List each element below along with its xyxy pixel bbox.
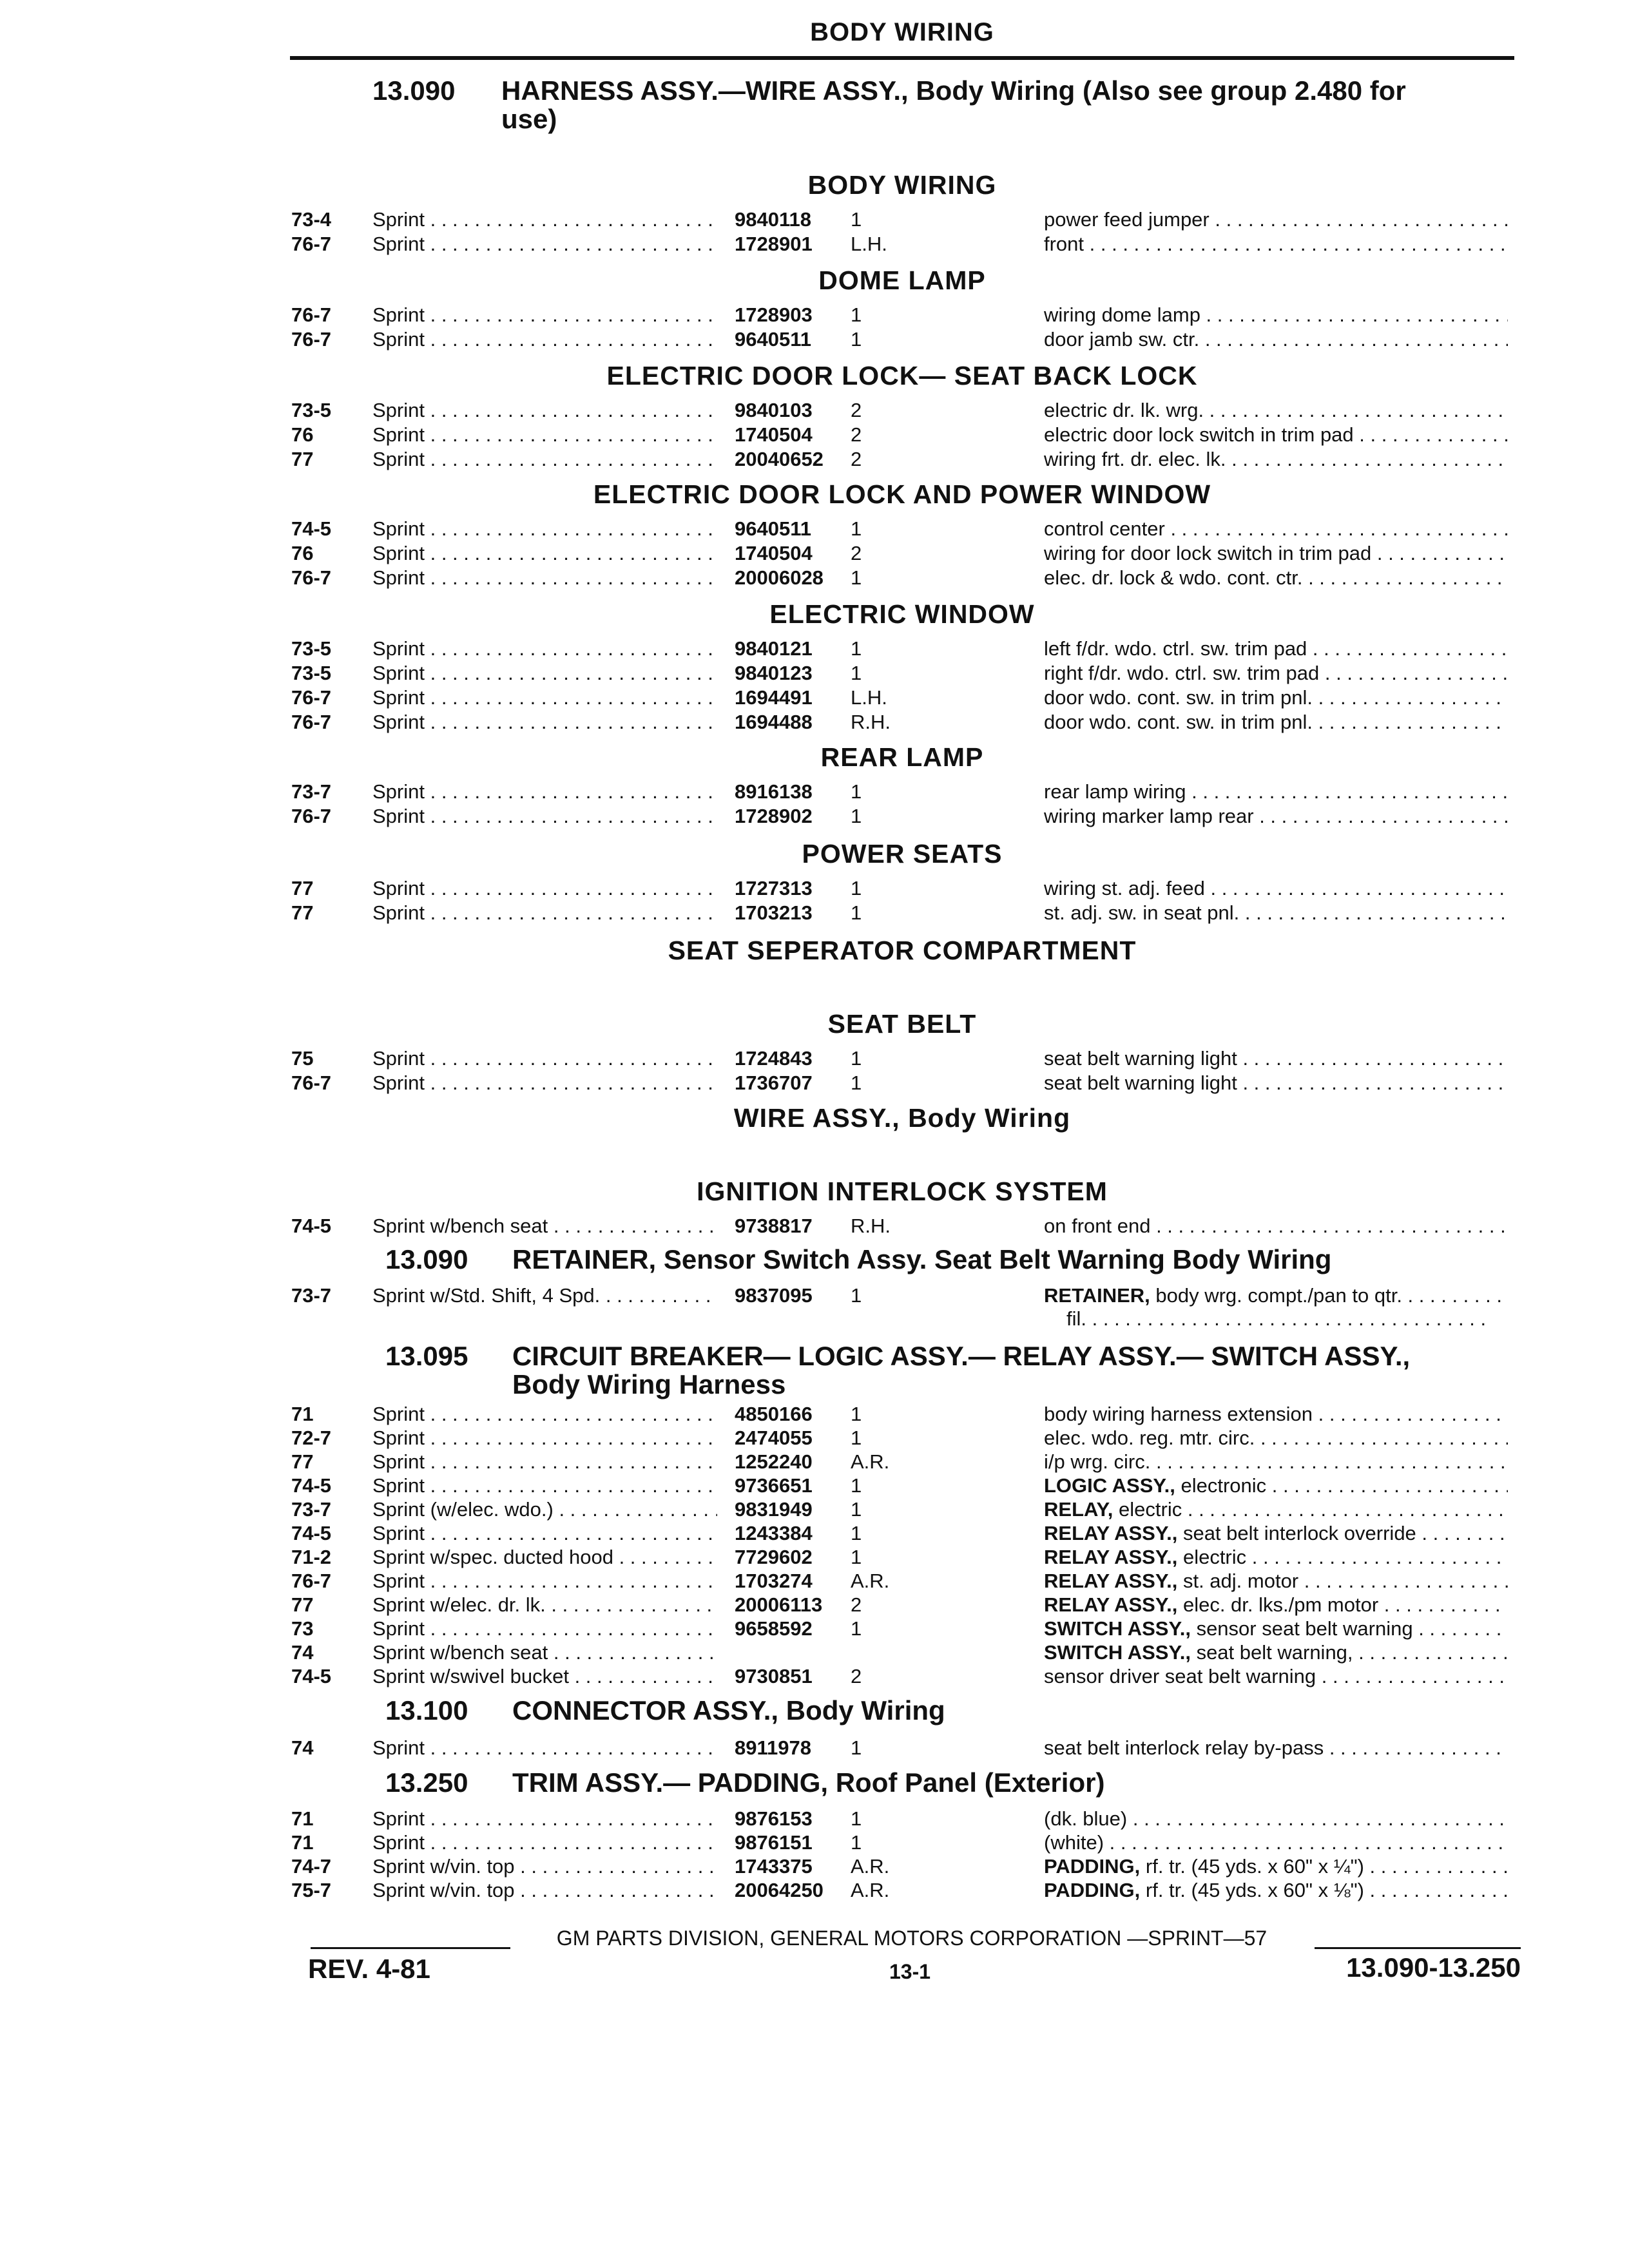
quantity: 1 (851, 1736, 862, 1759)
quantity: 1 (851, 637, 862, 660)
page-title: BODY WIRING (810, 18, 994, 46)
fig-ref: 74-5 (291, 1665, 332, 1687)
quantity: 1 (851, 780, 862, 803)
description: PADDING, rf. tr. (45 yds. x 60" x ¼") . . . (1044, 1854, 1508, 1879)
part-number: 1728901 (735, 233, 813, 255)
quantity: 1 (851, 208, 862, 231)
quantity: 2 (851, 399, 862, 421)
model: Sprint . . . (372, 1807, 717, 1831)
part-row (0, 780, 1629, 804)
part-number: 1727313 (735, 877, 813, 899)
part-number: 9730851 (735, 1665, 813, 1687)
model: Sprint . . . (372, 1736, 717, 1760)
section-title: ELECTRIC DOOR LOCK— SEAT BACK LOCK (606, 361, 1198, 390)
description: (white) . . . (1044, 1831, 1508, 1855)
description: RELAY ASSY., elec. dr. lks./pm motor . . . (1044, 1593, 1508, 1617)
quantity: L.H. (851, 686, 887, 709)
fig-ref: 73-5 (291, 399, 332, 421)
model: Sprint . . . (372, 566, 717, 590)
part-number: 9840118 (735, 208, 811, 231)
model: Sprint . . . (372, 637, 717, 661)
model: Sprint . . . (372, 1474, 717, 1498)
part-number: 9876151 (735, 1831, 813, 1854)
page-header (290, 18, 1514, 60)
group-title: TRIM ASSY.— PADDING, Roof Panel (Exterior) (512, 1767, 1105, 1798)
fig-ref: 75 (291, 1047, 314, 1070)
part-row (0, 1736, 1629, 1760)
fig-ref: 76-7 (291, 805, 332, 827)
part-row (0, 901, 1629, 925)
fig-ref: 77 (291, 877, 314, 899)
description: body wiring harness extension . . . (1044, 1402, 1508, 1427)
fig-ref: 73-5 (291, 662, 332, 684)
quantity: 1 (851, 1403, 862, 1425)
part-row (0, 1831, 1629, 1855)
part-number: 9840123 (735, 662, 813, 684)
part-number: 1703213 (735, 901, 813, 924)
part-row (0, 876, 1629, 901)
fig-ref: 76-7 (291, 1072, 332, 1094)
quantity: 1 (851, 1807, 862, 1830)
quantity: 1 (851, 1617, 862, 1640)
part-number: 1252240 (735, 1450, 813, 1473)
fig-ref: 76 (291, 423, 314, 446)
quantity: 1 (851, 805, 862, 827)
group-title: CIRCUIT BREAKER— LOGIC ASSY.— RELAY ASSY.— SWITCH ASSY., (512, 1341, 1411, 1371)
description: SWITCH ASSY., seat belt warning, . . . (1044, 1640, 1508, 1665)
fig-ref: 71 (291, 1807, 314, 1830)
part-row (0, 303, 1629, 327)
fig-ref: 76-7 (291, 233, 332, 255)
model: Sprint . . . (372, 876, 717, 901)
part-row (0, 1474, 1629, 1498)
group-title-cont: Body Wiring Harness (512, 1369, 786, 1399)
fig-ref: 74 (291, 1641, 314, 1664)
section-title: BODY WIRING (807, 170, 997, 200)
part-row (0, 710, 1629, 735)
model: Sprint w/vin. top . . . (372, 1854, 717, 1879)
quantity: 2 (851, 1593, 862, 1616)
part-number: 1694488 (735, 711, 813, 733)
fig-ref: 76-7 (291, 566, 332, 589)
model: Sprint . . . (372, 541, 717, 566)
description: i/p wrg. circ. . . . (1044, 1450, 1508, 1474)
description: SWITCH ASSY., sensor seat belt warning . . . (1044, 1617, 1508, 1641)
group-title: RETAINER, Sensor Switch Assy. Seat Belt Warning Body Wiring (512, 1244, 1332, 1274)
fig-ref: 73 (291, 1617, 314, 1640)
group-number: 13.095 (385, 1341, 468, 1371)
part-row (0, 1593, 1629, 1617)
quantity: 1 (851, 901, 862, 924)
description: door wdo. cont. sw. in trim pnl. . . . (1044, 686, 1508, 710)
part-number: 1740504 (735, 542, 813, 564)
description: wiring for door lock switch in trim pad . . . (1044, 541, 1508, 566)
model: Sprint w/bench seat . . . (372, 1214, 717, 1238)
part-number: 9640511 (735, 517, 811, 540)
model: Sprint . . . (372, 804, 717, 829)
part-row (0, 423, 1629, 447)
quantity: 1 (851, 1284, 862, 1307)
fig-ref: 74 (291, 1736, 314, 1759)
part-row (0, 1807, 1629, 1831)
model: Sprint w/spec. ducted hood . . . (372, 1545, 717, 1570)
description: electric door lock switch in trim pad . . . (1044, 423, 1508, 447)
description: (dk. blue) . . . (1044, 1807, 1508, 1831)
description: wiring dome lamp . . . (1044, 303, 1508, 327)
part-number: 20006113 (735, 1593, 823, 1616)
description: seat belt warning light . . . (1044, 1046, 1508, 1071)
fig-ref: 77 (291, 448, 314, 470)
model: Sprint (w/elec. wdo.) . . . (372, 1497, 717, 1522)
part-number: 1743375 (735, 1855, 813, 1878)
header-rule (290, 56, 1514, 60)
part-row (0, 1283, 1629, 1331)
part-row (0, 686, 1629, 710)
part-number: 1728903 (735, 303, 813, 326)
quantity: L.H. (851, 233, 887, 255)
fig-ref: 74-7 (291, 1855, 332, 1878)
fig-ref: 77 (291, 1593, 314, 1616)
section-title: POWER SEATS (802, 839, 1003, 869)
model: Sprint . . . (372, 1617, 717, 1641)
part-number: 8911978 (735, 1736, 811, 1759)
description: RELAY ASSY., seat belt interlock override . . . (1044, 1521, 1508, 1546)
part-row (0, 1640, 1629, 1665)
quantity: R.H. (851, 1215, 891, 1237)
group-title-cont: use) (501, 104, 557, 134)
quantity: 2 (851, 542, 862, 564)
section-title: DOME LAMP (818, 265, 986, 295)
part-row (0, 566, 1629, 590)
group-number: 13.090 (385, 1244, 468, 1274)
description: control center . . . (1044, 517, 1508, 541)
quantity: 2 (851, 448, 862, 470)
description: rear lamp wiring . . . (1044, 780, 1508, 804)
fig-ref: 76-7 (291, 303, 332, 326)
quantity: A.R. (851, 1450, 890, 1473)
quantity: 2 (851, 423, 862, 446)
description: door jamb sw. ctr. . . . (1044, 327, 1508, 352)
model: Sprint w/swivel bucket . . . (372, 1664, 717, 1689)
quantity: 1 (851, 1831, 862, 1854)
quantity: 1 (851, 877, 862, 899)
part-number: 20040652 (735, 448, 824, 470)
quantity: A.R. (851, 1855, 890, 1878)
description: right f/dr. wdo. ctrl. sw. trim pad . . . (1044, 661, 1508, 686)
quantity: A.R. (851, 1879, 890, 1901)
part-row (0, 1854, 1629, 1879)
quantity: 1 (851, 1498, 862, 1521)
fig-ref: 77 (291, 901, 314, 924)
fig-ref: 73-7 (291, 1498, 332, 1521)
part-number: 20064250 (735, 1879, 824, 1901)
description: RELAY ASSY., electric . . . (1044, 1545, 1508, 1570)
part-row (0, 232, 1629, 256)
quantity: 1 (851, 1546, 862, 1568)
part-row (0, 1545, 1629, 1570)
quantity: 1 (851, 1522, 862, 1544)
part-number: 9640511 (735, 328, 811, 351)
part-row (0, 1402, 1629, 1427)
fig-ref: 71 (291, 1403, 314, 1425)
part-number: 1740504 (735, 423, 813, 446)
description: electric dr. lk. wrg. . . . (1044, 398, 1508, 423)
description: door wdo. cont. sw. in trim pnl. . . . (1044, 710, 1508, 735)
fig-ref: 76-7 (291, 328, 332, 351)
part-row (0, 1450, 1629, 1474)
model: Sprint . . . (372, 398, 717, 423)
description: seat belt warning light . . . (1044, 1071, 1508, 1095)
part-row (0, 661, 1629, 686)
description: front . . . (1044, 232, 1508, 256)
description: seat belt interlock relay by-pass . . . (1044, 1736, 1508, 1760)
fig-ref: 73-7 (291, 1284, 332, 1307)
fig-ref: 73-7 (291, 780, 332, 803)
quantity: 1 (851, 328, 862, 351)
part-number: 20006028 (735, 566, 824, 589)
section-title: IGNITION INTERLOCK SYSTEM (697, 1177, 1108, 1206)
section-title: ELECTRIC WINDOW (769, 599, 1035, 629)
model: Sprint . . . (372, 1046, 717, 1071)
group-number: 13.100 (385, 1695, 468, 1725)
part-number: 9658592 (735, 1617, 813, 1640)
part-row (0, 1521, 1629, 1546)
fig-ref: 74-5 (291, 1522, 332, 1544)
part-number: 4850166 (735, 1403, 813, 1425)
model: Sprint w/vin. top . . . (372, 1878, 717, 1903)
group-range: 13.090-13.250 (1346, 1952, 1521, 1983)
model: Sprint . . . (372, 1569, 717, 1593)
group-number: 13.090 (372, 75, 456, 106)
fig-ref: 71 (291, 1831, 314, 1854)
section-title: SEAT BELT (827, 1009, 977, 1039)
description: wiring st. adj. feed . . . (1044, 876, 1508, 901)
part-number: 9736651 (735, 1474, 813, 1497)
description: RELAY ASSY., st. adj. motor . . . (1044, 1569, 1508, 1593)
model: Sprint . . . (372, 710, 717, 735)
part-row (0, 1569, 1629, 1593)
description: elec. dr. lock & wdo. cont. ctr. . . . (1044, 566, 1508, 590)
quantity: 1 (851, 1474, 862, 1497)
description: LOGIC ASSY., electronic . . . (1044, 1474, 1508, 1498)
quantity: 1 (851, 517, 862, 540)
fig-ref: 75-7 (291, 1879, 332, 1901)
model: Sprint . . . (372, 207, 717, 232)
description: st. adj. sw. in seat pnl. . . . (1044, 901, 1508, 925)
part-number: 9840103 (735, 399, 813, 421)
quantity: 1 (851, 303, 862, 326)
part-number: 7729602 (735, 1546, 813, 1568)
model: Sprint . . . (372, 232, 717, 256)
group-title: HARNESS ASSY.—WIRE ASSY., Body Wiring (Also see group 2.480 for (501, 75, 1406, 106)
part-row (0, 541, 1629, 566)
part-row (0, 1497, 1629, 1522)
fig-ref: 73-4 (291, 208, 332, 231)
model: Sprint . . . (372, 303, 717, 327)
part-row (0, 804, 1629, 829)
model: Sprint . . . (372, 1521, 717, 1546)
part-number: 9876153 (735, 1807, 813, 1830)
part-row (0, 1878, 1629, 1903)
part-number: 1724843 (735, 1047, 813, 1070)
description: left f/dr. wdo. ctrl. sw. trim pad . . . (1044, 637, 1508, 661)
description-cont: fil. . . . (1066, 1307, 1492, 1331)
footer-rule-left (311, 1947, 510, 1949)
part-row (0, 1071, 1629, 1095)
part-row (0, 1617, 1629, 1641)
section-title: WIRE ASSY., Body Wiring (733, 1103, 1071, 1133)
page-number: 13-1 (889, 1960, 931, 1983)
part-number: 1694491 (735, 686, 813, 709)
part-row (0, 637, 1629, 661)
part-number: 2474055 (735, 1427, 813, 1449)
part-number: 9837095 (735, 1284, 813, 1307)
fig-ref: 74-5 (291, 1474, 332, 1497)
part-row (0, 517, 1629, 541)
fig-ref: 76-7 (291, 686, 332, 709)
group-number: 13.250 (385, 1767, 468, 1798)
part-number: 9831949 (735, 1498, 813, 1521)
section-title: REAR LAMP (820, 742, 984, 772)
quantity: 2 (851, 1665, 862, 1687)
fig-ref: 77 (291, 1450, 314, 1473)
fig-ref: 76-7 (291, 1570, 332, 1592)
part-row (0, 398, 1629, 423)
part-row (0, 327, 1629, 352)
model: Sprint . . . (372, 1450, 717, 1474)
model: Sprint . . . (372, 661, 717, 686)
part-row (0, 1046, 1629, 1071)
footer-publisher: GM PARTS DIVISION, GENERAL MOTORS CORPORATION —SPRINT—57 (556, 1927, 1268, 1950)
description: RETAINER, body wrg. compt./pan to qtr. . . . (1044, 1283, 1508, 1308)
fig-ref: 74-5 (291, 1215, 332, 1237)
part-row (0, 1664, 1629, 1689)
model: Sprint . . . (372, 327, 717, 352)
fig-ref: 72-7 (291, 1427, 332, 1449)
description: wiring frt. dr. elec. lk. . . . (1044, 447, 1508, 472)
description: PADDING, rf. tr. (45 yds. x 60" x ⅛") . . . (1044, 1878, 1508, 1903)
quantity: 1 (851, 566, 862, 589)
model: Sprint . . . (372, 901, 717, 925)
description: on front end . . . (1044, 1214, 1508, 1238)
model: Sprint . . . (372, 1831, 717, 1855)
fig-ref: 73-5 (291, 637, 332, 660)
part-row (0, 207, 1629, 232)
fig-ref: 76-7 (291, 711, 332, 733)
part-row (0, 447, 1629, 472)
part-number: 1703274 (735, 1570, 813, 1592)
part-number: 1736707 (735, 1072, 813, 1094)
model: Sprint . . . (372, 1402, 717, 1427)
model: Sprint w/bench seat . . . (372, 1640, 717, 1665)
model: Sprint . . . (372, 423, 717, 447)
part-row (0, 1426, 1629, 1450)
description: RELAY, electric . . . (1044, 1497, 1508, 1522)
section-title: SEAT SEPERATOR COMPARTMENT (668, 936, 1137, 965)
model: Sprint w/elec. dr. lk. . . . (372, 1593, 717, 1617)
part-number: 1728902 (735, 805, 813, 827)
quantity: 1 (851, 1427, 862, 1449)
description: power feed jumper . . . (1044, 207, 1508, 232)
quantity: 1 (851, 662, 862, 684)
model: Sprint . . . (372, 780, 717, 804)
quantity: 1 (851, 1047, 862, 1070)
section-title: ELECTRIC DOOR LOCK AND POWER WINDOW (593, 479, 1211, 509)
part-number: 9738817 (735, 1215, 813, 1237)
model: Sprint . . . (372, 1426, 717, 1450)
group-title: CONNECTOR ASSY., Body Wiring (512, 1695, 945, 1725)
description: wiring marker lamp rear . . . (1044, 804, 1508, 829)
footer-rule-right (1315, 1947, 1521, 1949)
model: Sprint . . . (372, 517, 717, 541)
description: sensor driver seat belt warning . . . (1044, 1664, 1508, 1689)
model: Sprint . . . (372, 1071, 717, 1095)
description: elec. wdo. reg. mtr. circ. . . . (1044, 1426, 1508, 1450)
fig-ref: 76 (291, 542, 314, 564)
part-row (0, 1214, 1629, 1238)
revision-label: REV. 4-81 (308, 1954, 430, 1984)
part-number: 1243384 (735, 1522, 813, 1544)
part-number: 9840121 (735, 637, 813, 660)
model: Sprint . . . (372, 686, 717, 710)
model: Sprint w/Std. Shift, 4 Spd. . . . (372, 1283, 717, 1308)
fig-ref: 74-5 (291, 517, 332, 540)
fig-ref: 71-2 (291, 1546, 332, 1568)
quantity: 1 (851, 1072, 862, 1094)
part-number: 8916138 (735, 780, 813, 803)
quantity: R.H. (851, 711, 891, 733)
model: Sprint . . . (372, 447, 717, 472)
quantity: A.R. (851, 1570, 890, 1592)
